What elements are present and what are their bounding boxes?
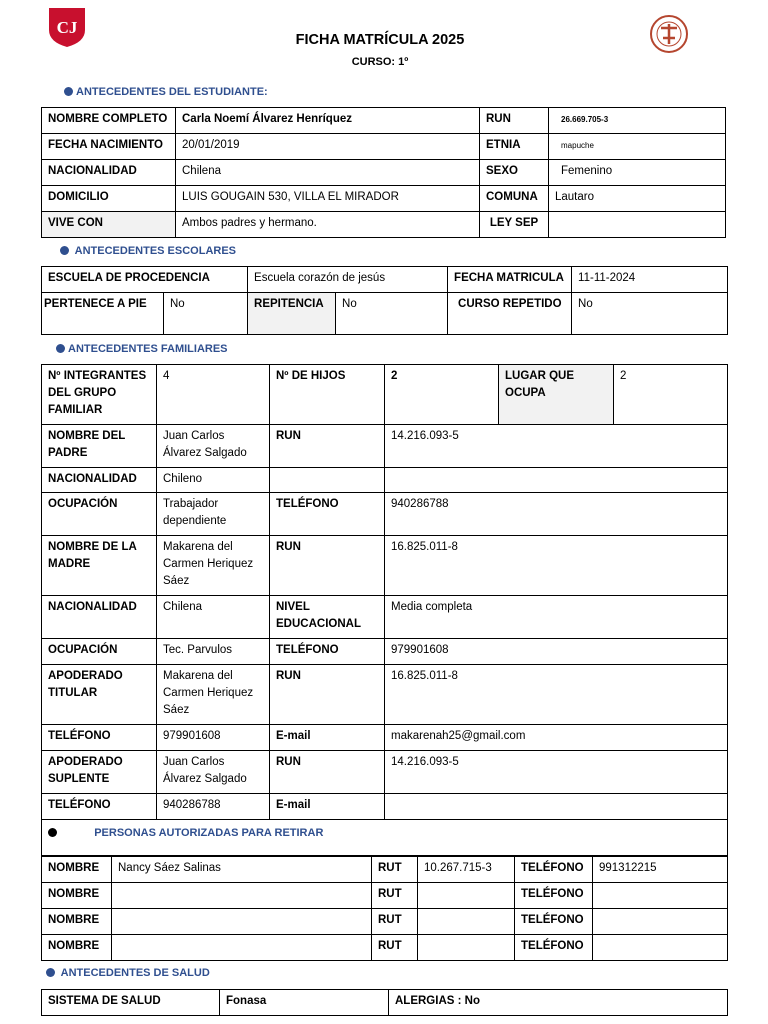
origin-value: Escuela corazón de jesús: [248, 267, 448, 293]
authorized-phone-value: 991312215: [593, 857, 728, 883]
education-label: NIVEL EDUCACIONAL: [270, 596, 385, 639]
father-value: Juan Carlos Álvarez Salgado: [157, 425, 270, 468]
health-system-value: Fonasa: [220, 990, 389, 1016]
father-run-label: RUN: [270, 425, 385, 468]
pie-label: PERTENECE A PIE: [42, 293, 164, 335]
authorized-name-value: [112, 935, 372, 961]
section-school-title: ANTECEDENTES ESCOLARES: [60, 245, 236, 257]
guardian-phone-label: TELÉFONO: [42, 725, 157, 751]
bullet-icon: [60, 246, 69, 255]
school-table: [41, 266, 728, 335]
section-student-title: ANTECEDENTES DEL ESTUDIANTE:: [64, 86, 268, 98]
bullet-icon: [48, 828, 57, 837]
enroll-date-value: 11-11-2024: [572, 267, 728, 293]
ethnicity-label: ETNIA: [480, 134, 549, 160]
mother-phone-label: TELÉFONO: [270, 639, 385, 665]
authorized-phone-value: [593, 883, 728, 909]
authorized-name-value: Nancy Sáez Salinas: [112, 857, 372, 883]
place-label: LUGAR QUE OCUPA: [499, 365, 614, 425]
student-run: 26.669.705-3: [549, 108, 726, 134]
mother-value: Makarena del Carmen Heriquez Sáez: [157, 536, 270, 596]
lives-with-value: Ambos padres y hermano.: [176, 212, 480, 238]
mother-phone-value: 979901608: [385, 639, 728, 665]
course-value: 1º: [398, 56, 409, 68]
sex-label: SEXO: [480, 160, 549, 186]
section-family-title: ANTECEDENTES FAMILIARES: [56, 343, 228, 355]
authorized-name-label: NOMBRE: [42, 935, 112, 961]
lives-with-label: VIVE CON: [42, 212, 176, 238]
guardian-run-label: RUN: [270, 665, 385, 725]
commune-value: Lautaro: [549, 186, 726, 212]
authorized-row: [42, 909, 728, 935]
guardian-email-value: makarenah25@gmail.com: [385, 725, 728, 751]
authorized-table: [41, 856, 728, 961]
authorized-phone-label: TELÉFONO: [515, 883, 593, 909]
father-run-value: 14.216.093-5: [385, 425, 728, 468]
authorized-phone-value: [593, 935, 728, 961]
student-name-label: NOMBRE COMPLETO: [42, 108, 176, 134]
substitute-label: APODERADO SUPLENTE: [42, 751, 157, 794]
substitute-email-value: [385, 794, 728, 820]
father-job-value: Trabajador dependiente: [157, 493, 270, 536]
substitute-value: Juan Carlos Álvarez Salgado: [157, 751, 270, 794]
authorized-row: [42, 935, 728, 961]
father-phone-label: TELÉFONO: [270, 493, 385, 536]
education-value: Media completa: [385, 596, 728, 639]
authorized-row: [42, 883, 728, 909]
logo-left-text: CJ: [56, 18, 78, 37]
members-label: Nº INTEGRANTES DEL GRUPO FAMILIAR: [42, 365, 157, 425]
section-health-title: ANTECEDENTES DE SALUD: [46, 967, 210, 979]
authorized-rut-value: [418, 883, 515, 909]
guardian-email-label: E-mail: [270, 725, 385, 751]
authorized-section-header: [42, 820, 728, 856]
guardian-label: APODERADO TITULAR: [42, 665, 157, 725]
mother-job-label: OCUPACIÓN: [42, 639, 157, 665]
repeated-label: CURSO REPETIDO: [448, 293, 572, 335]
health-table: [41, 989, 728, 1016]
origin-label: ESCUELA DE PROCEDENCIA: [42, 267, 248, 293]
birth-label: FECHA NACIMIENTO: [42, 134, 176, 160]
sep-value: [549, 212, 726, 238]
authorized-phone-label: TELÉFONO: [515, 857, 593, 883]
authorized-name-label: NOMBRE: [42, 883, 112, 909]
pie-value: No: [164, 293, 248, 335]
authorized-rut-label: RUT: [372, 883, 418, 909]
nationality-value: Chilena: [176, 160, 480, 186]
mother-run-label: RUN: [270, 536, 385, 596]
authorized-rut-label: RUT: [372, 935, 418, 961]
student-run-label: RUN: [480, 108, 549, 134]
authorized-rut-value: 10.267.715-3: [418, 857, 515, 883]
father-phone-value: 940286788: [385, 493, 728, 536]
father-nationality-label: NACIONALIDAD: [42, 468, 157, 493]
commune-label: COMUNA: [480, 186, 549, 212]
mother-job-value: Tec. Parvulos: [157, 639, 270, 665]
authorized-row: [42, 857, 728, 883]
sex-value: Femenino: [549, 160, 726, 186]
nationality-label: NACIONALIDAD: [42, 160, 176, 186]
authorized-phone-label: TELÉFONO: [515, 909, 593, 935]
student-name: Carla Noemí Álvarez Henríquez: [176, 108, 480, 134]
bullet-icon: [64, 87, 73, 96]
authorized-phone-value: [593, 909, 728, 935]
authorized-title: PERSONAS AUTORIZADAS PARA RETIRAR: [94, 827, 324, 839]
guardian-run-value: 16.825.011-8: [385, 665, 728, 725]
family-table: [41, 364, 728, 856]
page-title: FICHA MATRÍCULA 2025: [295, 32, 465, 48]
address-label: DOMICILIO: [42, 186, 176, 212]
mother-nationality-label: NACIONALIDAD: [42, 596, 157, 639]
father-job-label: OCUPACIÓN: [42, 493, 157, 536]
father-label: NOMBRE DEL PADRE: [42, 425, 157, 468]
bullet-icon: [46, 968, 55, 977]
mother-run-value: 16.825.011-8: [385, 536, 728, 596]
repeated-value: No: [572, 293, 728, 335]
address-value: LUIS GOUGAIN 530, VILLA EL MIRADOR: [176, 186, 480, 212]
substitute-run-label: RUN: [270, 751, 385, 794]
substitute-phone-label: TELÉFONO: [42, 794, 157, 820]
authorized-name-label: NOMBRE: [42, 857, 112, 883]
course-label: CURSO:: [351, 56, 396, 68]
repitencia-value: No: [336, 293, 448, 335]
substitute-phone-value: 940286788: [157, 794, 270, 820]
authorized-name-value: [112, 909, 372, 935]
members-value: 4: [157, 365, 270, 425]
children-value: 2: [385, 365, 499, 425]
authorized-rut-label: RUT: [372, 857, 418, 883]
authorized-name-value: [112, 883, 372, 909]
substitute-run-value: 14.216.093-5: [385, 751, 728, 794]
bullet-icon: [56, 344, 65, 353]
authorized-name-label: NOMBRE: [42, 909, 112, 935]
authorized-rut-value: [418, 909, 515, 935]
mother-nationality-value: Chilena: [157, 596, 270, 639]
course-line: [0, 56, 760, 68]
student-table: [41, 107, 726, 238]
father-nationality-value: Chileno: [157, 468, 270, 493]
authorized-rut-value: [418, 935, 515, 961]
sep-label: LEY SEP: [480, 212, 549, 238]
guardian-value: Makarena del Carmen Heriquez Sáez: [157, 665, 270, 725]
allergies: ALERGIAS : No: [389, 990, 728, 1016]
mother-label: NOMBRE DE LA MADRE: [42, 536, 157, 596]
place-value: 2: [614, 365, 728, 425]
guardian-phone-value: 979901608: [157, 725, 270, 751]
enroll-date-label: FECHA MATRICULA: [448, 267, 572, 293]
children-label: Nº DE HIJOS: [270, 365, 385, 425]
authorized-phone-label: TELÉFONO: [515, 935, 593, 961]
health-system-label: SISTEMA DE SALUD: [42, 990, 220, 1016]
repitencia-label: REPITENCIA: [248, 293, 336, 335]
substitute-email-label: E-mail: [270, 794, 385, 820]
authorized-rut-label: RUT: [372, 909, 418, 935]
birth-value: 20/01/2019: [176, 134, 480, 160]
ethnicity-value: mapuche: [549, 134, 726, 160]
